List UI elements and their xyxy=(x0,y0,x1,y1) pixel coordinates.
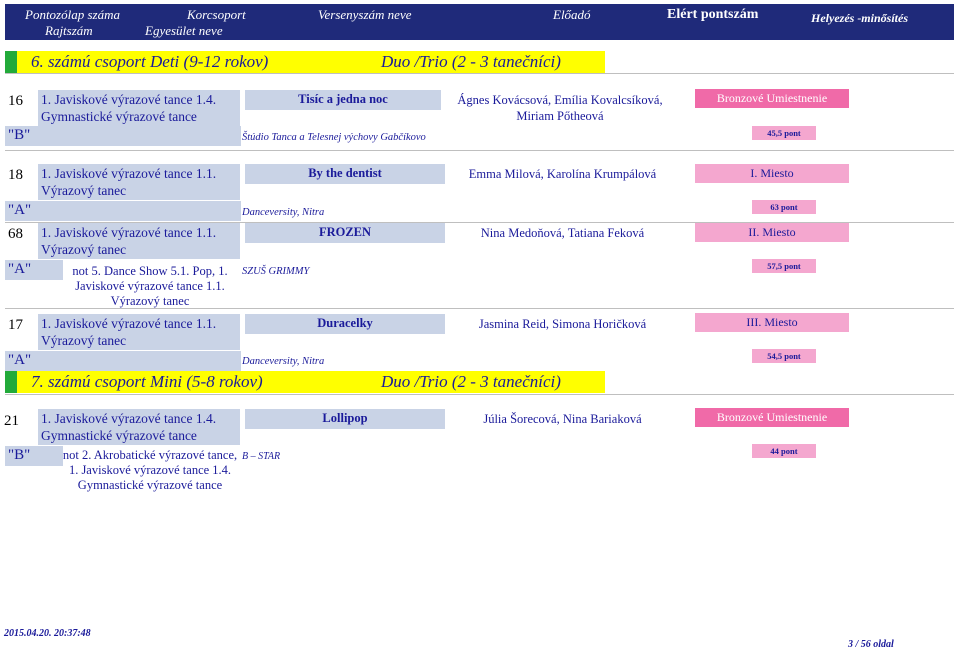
start-number: 18 xyxy=(8,167,23,183)
points-badge: 45,5 pont xyxy=(752,126,816,140)
points-badge: 44 pont xyxy=(752,444,816,458)
header-score-sheet-number: Pontozólap száma xyxy=(25,7,120,22)
header-placement: Helyezés -minősítés xyxy=(811,11,908,25)
level-label: "A" xyxy=(5,351,241,371)
start-number: 16 xyxy=(8,93,23,109)
club-name: B – STAR xyxy=(242,451,281,462)
divider xyxy=(5,394,954,395)
level-label: "B" xyxy=(5,126,241,146)
print-timestamp: 2015.04.20. 20:37:48 xyxy=(4,628,91,639)
performers: Júlia Šorecová, Nina Bariaková xyxy=(483,412,642,426)
category: 1. Javiskové výrazové tance 1.1. Výrazový tanec xyxy=(38,164,240,200)
divider xyxy=(5,308,954,309)
group-type: Duo /Trio (2 - 3 tanečníci) xyxy=(381,52,561,71)
routine-title: Tisíc a jedna noc xyxy=(245,90,441,110)
group-title: 7. számú csoport Mini (5-8 rokov) xyxy=(31,372,263,391)
category: 1. Javiskové výrazové tance 1.1. Výrazový tanec xyxy=(38,314,240,350)
club-name: Štúdio Tanca a Telesnej výchovy Gabčíkovo xyxy=(242,132,426,143)
points-badge: 57,5 pont xyxy=(752,259,816,273)
group-bar xyxy=(17,51,605,73)
page-indicator: 3 / 56 oldal xyxy=(848,639,894,650)
group-type: Duo /Trio (2 - 3 tanečníci) xyxy=(381,372,561,391)
header-score: Elért pontszám xyxy=(667,7,759,22)
category-note: not 5. Dance Show 5.1. Pop, 1. Javiskové výrazové tance 1.1. Výrazový tanec xyxy=(72,264,228,308)
divider xyxy=(5,150,954,151)
group-bar-accent xyxy=(5,51,17,73)
group-title: 6. számú csoport Deti (9-12 rokov) xyxy=(31,52,269,71)
start-number: 21 xyxy=(4,413,19,429)
performers: Emma Milová, Karolína Krumpálová xyxy=(468,167,657,181)
routine-title: Lollipop xyxy=(245,409,445,429)
header-performer: Előadó xyxy=(553,7,591,22)
points-badge: 63 pont xyxy=(752,200,816,214)
divider xyxy=(5,73,954,74)
category: 1. Javiskové výrazové tance 1.1. Výrazový tanec xyxy=(38,223,240,259)
placement-badge: Bronzové Umiestnenie xyxy=(695,408,849,427)
placement-badge: II. Miesto xyxy=(695,223,849,242)
header-start-number: Rajtszám xyxy=(45,23,93,38)
points-badge: 54,5 pont xyxy=(752,349,816,363)
placement-badge: Bronzové Umiestnenie xyxy=(695,89,849,108)
category: 1. Javiskové výrazové tance 1.4. Gymnastické výrazové tance xyxy=(38,409,240,445)
level-label: "B" xyxy=(5,446,63,466)
start-number: 17 xyxy=(8,317,23,333)
routine-title: Duracelky xyxy=(245,314,445,334)
club-name: Danceversity, Nitra xyxy=(242,207,325,218)
club-name: SZUŠ GRIMMY xyxy=(242,266,310,277)
header-club-name: Egyesület neve xyxy=(145,23,223,38)
performers: Nina Medoňová, Tatiana Feková xyxy=(480,226,645,240)
column-header-bar xyxy=(5,4,954,40)
level-label: "A" xyxy=(5,201,241,221)
group-bar xyxy=(17,371,605,393)
group-bar-accent xyxy=(5,371,17,393)
level-label: "A" xyxy=(5,260,63,280)
club-name: Danceversity, Nitra xyxy=(242,356,325,367)
category: 1. Javiskové výrazové tance 1.4. Gymnastické výrazové tance xyxy=(38,90,240,126)
performers: Jasmina Reid, Simona Horičková xyxy=(478,317,647,331)
start-number: 68 xyxy=(8,226,23,242)
routine-title: FROZEN xyxy=(245,223,445,243)
header-routine-name: Versenyszám neve xyxy=(318,7,412,22)
placement-badge: I. Miesto xyxy=(695,164,849,183)
routine-title: By the dentist xyxy=(245,164,445,184)
placement-badge: III. Miesto xyxy=(695,313,849,332)
performers: Ágnes Kovácsová, Emília Kovalcsíková, Miriam Pőtheová xyxy=(457,93,663,123)
category-note: not 2. Akrobatické výrazové tance, 1. Javiskové výrazové tance 1.4. Gymnastické výrazové tance xyxy=(62,448,238,492)
header-age-group: Korcsoport xyxy=(187,7,246,22)
